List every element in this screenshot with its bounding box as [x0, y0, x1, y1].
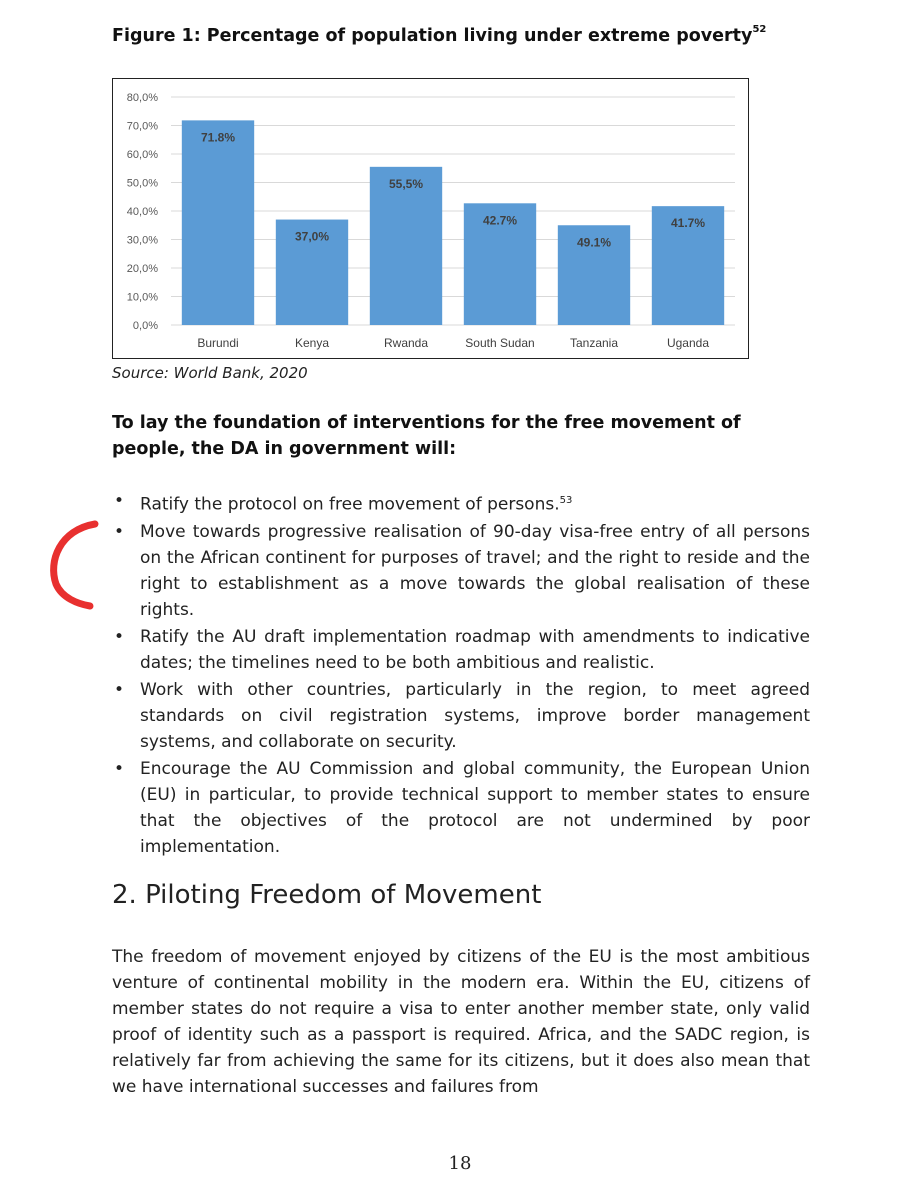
data-label: 55,5% [388, 176, 424, 191]
chart-frame [112, 78, 749, 359]
y-tick-label: 80,0% [126, 92, 158, 104]
x-tick-label: Tanzania [569, 336, 619, 350]
x-tick-label: Uganda [666, 336, 710, 350]
bullet-item [112, 488, 810, 518]
bullet-text: Ratify the protocol on free movement of persons. [140, 494, 560, 515]
y-tick-label: 10,0% [126, 291, 158, 304]
bullet-marker: • [114, 491, 125, 511]
bullet-marker: • [114, 521, 125, 542]
figure-title-text: Figure 1: Percentage of population living under extreme poverty [112, 26, 753, 46]
bullet-list [112, 488, 810, 861]
figure-title-footnote: 52 [752, 24, 767, 36]
bar [182, 120, 254, 325]
body-paragraph: The freedom of movement enjoyed by citizens of the EU is the most ambitious venture of continental mobility in the modern era. Within the EU, citizens of member states do not require a visa to enter another member state, only valid proof of identity such as a passport is required. Africa, and the SADC region, is relatively far from achieving the same for its citizens, but it does also mean that we have international successes and failures from [112, 947, 810, 1097]
bullet-item [112, 519, 810, 623]
x-tick-label: South Sudan [465, 336, 535, 350]
bullet-text: Move towards progressive realisation of 90-day visa-free entry of all persons on the African continent for purposes of travel; and the right to reside and the right to establishment as a move towards the global realisation of these rights. [140, 521, 810, 620]
bullet-text: Encourage the AU Commission and global community, the European Union (EU) in particular, to provide technical support to member states to ensure that the objectives of the protocol are not undermined by poor implementation. [140, 758, 810, 857]
bullet-marker: • [114, 626, 125, 647]
red-bracket-annotation [40, 516, 110, 616]
y-tick-label: 50,0% [126, 177, 158, 190]
lead-paragraph: To lay the foundation of interventions for the free movement of people, the DA in government will: [112, 413, 741, 459]
figure-source: Source: World Bank, 2020 [112, 364, 308, 382]
y-tick-label: 60,0% [126, 149, 158, 161]
bullet-item [112, 677, 810, 755]
y-tick-label: 40,0% [126, 206, 158, 218]
bullet-text: Ratify the AU draft implementation roadmap with amendments to indicative dates; the timelines need to be both ambitious and realistic. [140, 626, 810, 673]
data-label: 49.1% [576, 235, 612, 250]
data-label: 37,0% [294, 229, 330, 244]
bullet-item [112, 624, 810, 676]
data-label: 71.8% [200, 130, 236, 145]
y-tick-label: 70,0% [126, 120, 158, 133]
section-heading: 2. Piloting Freedom of Movement [112, 880, 542, 910]
y-tick-label: 0,0% [132, 320, 158, 332]
figure-title [112, 26, 766, 46]
data-label: 41.7% [670, 216, 706, 231]
bar-chart [113, 79, 750, 360]
x-tick-label: Burundi [197, 336, 239, 350]
y-tick-label: 20,0% [126, 263, 158, 275]
data-label: 42.7% [482, 213, 518, 228]
x-tick-label: Rwanda [383, 336, 429, 350]
y-tick-label: 30,0% [126, 234, 158, 247]
bullet-marker: • [114, 758, 125, 779]
bullet-item [112, 756, 810, 860]
bullet-footnote: 53 [559, 495, 573, 506]
bullet-text: Work with other countries, particularly in the region, to meet agreed standards on civil registration systems, improve border management systems, and collaborate on security. [140, 679, 810, 752]
page-number: 18 [448, 1153, 472, 1174]
x-tick-label: Kenya [294, 336, 330, 350]
bullet-marker: • [114, 679, 125, 700]
